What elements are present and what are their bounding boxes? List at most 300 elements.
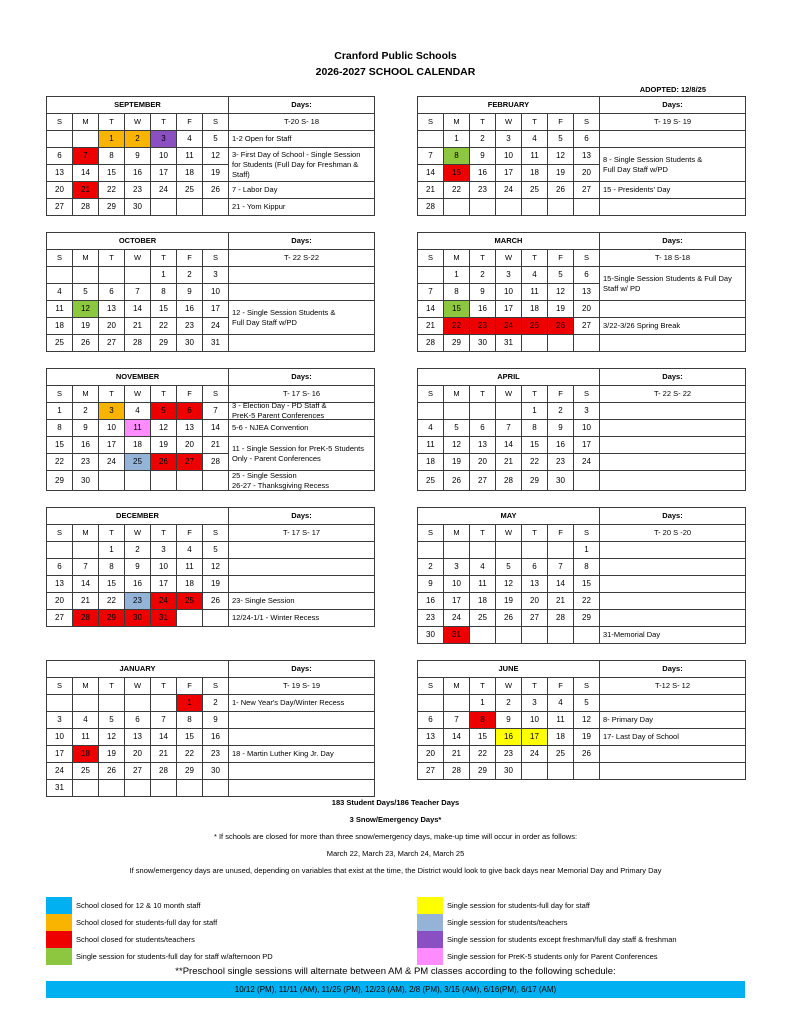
- day-cell: 4: [548, 695, 574, 712]
- day-cell: 14: [203, 420, 229, 437]
- empty-day-cell: [177, 471, 203, 491]
- day-cell: 30: [548, 471, 574, 491]
- legend-swatch: [46, 931, 72, 948]
- days-totals: T- 22 S-22: [229, 250, 375, 267]
- day-cell: 22: [177, 746, 203, 763]
- day-cell: 27: [418, 763, 444, 780]
- day-cell: 7: [548, 559, 574, 576]
- note-cell-empty: [229, 729, 375, 746]
- day-cell: 10: [574, 420, 600, 437]
- day-cell: 26: [203, 182, 229, 199]
- day-cell: 25: [47, 335, 73, 352]
- day-cell: 4: [73, 712, 99, 729]
- weekday-letter: T: [151, 250, 177, 267]
- note-cell-empty: [229, 559, 375, 576]
- weekday-letter: F: [177, 114, 203, 131]
- day-cell: 1: [522, 403, 548, 420]
- weekday-letter: S: [203, 114, 229, 131]
- day-cell: 2: [203, 695, 229, 712]
- day-cell: 24: [151, 593, 177, 610]
- day-cell: 29: [99, 199, 125, 216]
- day-cell: 21: [73, 593, 99, 610]
- day-cell: 6: [470, 420, 496, 437]
- day-cell: 20: [522, 593, 548, 610]
- day-cell: 4: [47, 284, 73, 301]
- day-cell: 5: [99, 712, 125, 729]
- day-cell: 1: [574, 542, 600, 559]
- empty-day-cell: [418, 695, 444, 712]
- empty-day-cell: [418, 542, 444, 559]
- day-cell: 6: [418, 712, 444, 729]
- day-cell: 18: [177, 576, 203, 593]
- day-cell: 12: [203, 559, 229, 576]
- note-cell: [229, 182, 375, 199]
- note-cell: [600, 318, 746, 335]
- day-cell: 30: [125, 199, 151, 216]
- day-cell: 12: [496, 576, 522, 593]
- empty-day-cell: [444, 199, 470, 216]
- days-column-header: Days:: [600, 508, 746, 525]
- day-cell: 13: [574, 284, 600, 301]
- legend-label: Single session for PreK-5 students only for Parent Conferences: [447, 952, 658, 961]
- empty-day-cell: [418, 131, 444, 148]
- day-cell: 19: [99, 746, 125, 763]
- day-cell: 7: [151, 712, 177, 729]
- day-cell: 29: [99, 610, 125, 627]
- empty-day-cell: [73, 780, 99, 797]
- weekday-letter: S: [47, 525, 73, 542]
- day-cell: 23: [125, 593, 151, 610]
- weekday-letter: S: [47, 250, 73, 267]
- note-cell-empty: [600, 454, 746, 471]
- day-cell: 2: [125, 542, 151, 559]
- note-cell: [229, 746, 375, 763]
- day-cell: 22: [470, 746, 496, 763]
- weekday-letter: T: [522, 525, 548, 542]
- day-cell: 25: [470, 610, 496, 627]
- day-cell: 22: [574, 593, 600, 610]
- day-cell: 3: [151, 131, 177, 148]
- note-cell-empty: [229, 763, 375, 780]
- day-cell: 15: [47, 437, 73, 454]
- weekday-letter: T: [522, 250, 548, 267]
- note-cell-empty: [600, 471, 746, 491]
- note-line: 15 - Presidents' Day: [603, 185, 671, 194]
- note-cell-empty: [600, 610, 746, 627]
- day-cell: 30: [177, 335, 203, 352]
- day-cell: 8: [444, 148, 470, 165]
- weekday-letter: W: [496, 525, 522, 542]
- day-cell: 17: [444, 593, 470, 610]
- empty-day-cell: [73, 131, 99, 148]
- weekday-letter: T: [99, 678, 125, 695]
- day-cell: 29: [522, 471, 548, 491]
- days-totals: T- 19 S- 19: [600, 114, 746, 131]
- note-line: 21 - Yom Kippur: [232, 202, 286, 211]
- day-cell: 28: [151, 763, 177, 780]
- weekday-letter: S: [418, 250, 444, 267]
- day-cell: 19: [203, 165, 229, 182]
- note-line: 18 - Martin Luther King Jr. Day: [232, 749, 334, 758]
- weekday-letter: W: [125, 525, 151, 542]
- day-cell: 6: [177, 403, 203, 420]
- empty-day-cell: [47, 542, 73, 559]
- weekday-letter: S: [47, 114, 73, 131]
- day-cell: 11: [73, 729, 99, 746]
- day-cell: 20: [99, 318, 125, 335]
- days-totals: T- 17 S- 16: [229, 386, 375, 403]
- day-cell: 27: [574, 318, 600, 335]
- day-cell: 26: [73, 335, 99, 352]
- day-cell: 5: [444, 420, 470, 437]
- empty-day-cell: [496, 627, 522, 644]
- note-line: 1-2 Open for Staff: [232, 134, 292, 143]
- weekday-letter: S: [574, 678, 600, 695]
- month-name: SEPTEMBER: [47, 97, 229, 114]
- day-cell: 6: [47, 148, 73, 165]
- days-column-header: Days:: [229, 233, 375, 250]
- empty-day-cell: [203, 199, 229, 216]
- day-cell: 8: [151, 284, 177, 301]
- day-cell: 31: [203, 335, 229, 352]
- day-cell: 8: [470, 712, 496, 729]
- snow-days-total: 3 Snow/Emergency Days*: [349, 815, 442, 824]
- day-cell: 13: [99, 301, 125, 318]
- day-cell: 15: [444, 165, 470, 182]
- day-cell: 15: [177, 729, 203, 746]
- day-cell: 25: [177, 593, 203, 610]
- day-cell: 21: [444, 746, 470, 763]
- weekday-letter: T: [151, 114, 177, 131]
- note-cell-empty: [600, 542, 746, 559]
- note-line: 3- First Day of School - Single Session: [232, 149, 361, 159]
- weekday-letter: W: [125, 386, 151, 403]
- day-cell: 6: [47, 559, 73, 576]
- day-cell: 5: [496, 559, 522, 576]
- day-cell: 18: [177, 165, 203, 182]
- weekday-letter: T: [151, 386, 177, 403]
- day-cell: 10: [496, 148, 522, 165]
- note-cell: [229, 471, 375, 491]
- day-cell: 11: [47, 301, 73, 318]
- empty-day-cell: [470, 199, 496, 216]
- day-cell: 19: [203, 576, 229, 593]
- weekday-letter: S: [574, 525, 600, 542]
- weekday-letter: T: [99, 386, 125, 403]
- empty-day-cell: [151, 695, 177, 712]
- day-cell: 9: [418, 576, 444, 593]
- day-cell: 8: [444, 284, 470, 301]
- day-cell: 27: [47, 199, 73, 216]
- day-cell: 13: [522, 576, 548, 593]
- day-cell: 10: [99, 420, 125, 437]
- note-cell: [600, 267, 746, 301]
- note-cell-empty: [600, 301, 746, 318]
- note-line: Full Day Staff w/PD: [603, 164, 668, 174]
- empty-day-cell: [125, 780, 151, 797]
- day-cell: 25: [177, 182, 203, 199]
- month-october: [46, 232, 375, 352]
- legend-swatch: [46, 914, 72, 931]
- day-cell: 6: [522, 559, 548, 576]
- day-cell: 3: [47, 712, 73, 729]
- day-cell: 10: [151, 559, 177, 576]
- note-cell-empty: [600, 763, 746, 780]
- day-cell: 12: [444, 437, 470, 454]
- day-cell: 2: [470, 267, 496, 284]
- days-column-header: Days:: [229, 661, 375, 678]
- days-totals: T- 19 S- 19: [229, 678, 375, 695]
- day-cell: 8: [522, 420, 548, 437]
- day-cell: 13: [418, 729, 444, 746]
- empty-day-cell: [548, 542, 574, 559]
- month-april: [417, 368, 746, 491]
- note-cell: [229, 610, 375, 627]
- empty-day-cell: [73, 542, 99, 559]
- day-cell: 22: [47, 454, 73, 471]
- day-cell: 10: [47, 729, 73, 746]
- empty-day-cell: [47, 695, 73, 712]
- day-cell: 24: [574, 454, 600, 471]
- days-column-header: Days:: [600, 661, 746, 678]
- note-line: 8- Primary Day: [603, 715, 654, 724]
- note-cell-empty: [229, 335, 375, 352]
- note-cell: [229, 593, 375, 610]
- day-cell: 19: [496, 593, 522, 610]
- day-cell: 29: [574, 610, 600, 627]
- weekday-letter: W: [496, 250, 522, 267]
- day-cell: 4: [418, 420, 444, 437]
- day-cell: 4: [177, 542, 203, 559]
- day-cell: 18: [470, 593, 496, 610]
- day-cell: 23: [125, 182, 151, 199]
- empty-day-cell: [125, 695, 151, 712]
- day-cell: 30: [418, 627, 444, 644]
- day-cell: 26: [99, 763, 125, 780]
- day-cell: 3: [203, 267, 229, 284]
- legend-item: [417, 897, 590, 914]
- day-cell: 31: [151, 610, 177, 627]
- day-cell: 21: [73, 182, 99, 199]
- month-december: [46, 507, 375, 627]
- note-cell-empty: [229, 284, 375, 301]
- empty-day-cell: [151, 199, 177, 216]
- day-cell: 18: [548, 729, 574, 746]
- day-cell: 14: [73, 576, 99, 593]
- day-cell: 5: [548, 267, 574, 284]
- day-cell: 2: [548, 403, 574, 420]
- day-cell: 23: [73, 454, 99, 471]
- weekday-letter: S: [203, 525, 229, 542]
- note-cell-empty: [600, 403, 746, 420]
- day-cell: 16: [470, 165, 496, 182]
- month-may: [417, 507, 746, 644]
- empty-day-cell: [470, 403, 496, 420]
- day-cell: 1: [47, 403, 73, 420]
- day-cell: 11: [177, 148, 203, 165]
- day-cell: 19: [548, 165, 574, 182]
- day-cell: 16: [418, 593, 444, 610]
- makeup-dates: March 22, March 23, March 24, March 25: [326, 849, 465, 858]
- month-name: JANUARY: [47, 661, 229, 678]
- day-cell: 8: [177, 712, 203, 729]
- day-cell: 29: [444, 335, 470, 352]
- empty-day-cell: [151, 780, 177, 797]
- note-line: 31-Memorial Day: [603, 630, 661, 639]
- weekday-letter: S: [203, 386, 229, 403]
- days-totals: T-20 S- 18: [229, 114, 375, 131]
- empty-day-cell: [47, 267, 73, 284]
- day-cell: 2: [418, 559, 444, 576]
- day-cell: 22: [99, 593, 125, 610]
- days-column-header: Days:: [229, 369, 375, 386]
- day-cell: 17: [496, 301, 522, 318]
- day-cell: 21: [418, 318, 444, 335]
- day-cell: 7: [203, 403, 229, 420]
- day-cell: 25: [73, 763, 99, 780]
- weekday-letter: F: [548, 386, 574, 403]
- month-november: [46, 368, 375, 491]
- day-cell: 17: [47, 746, 73, 763]
- day-cell: 22: [444, 182, 470, 199]
- legend-item: [46, 931, 195, 948]
- empty-day-cell: [151, 471, 177, 491]
- weekday-letter: F: [548, 250, 574, 267]
- day-cell: 9: [548, 420, 574, 437]
- days-column-header: Days:: [600, 233, 746, 250]
- day-cell: 15: [444, 301, 470, 318]
- makeup-note: * If schools are closed for more than three snow/emergency days, make-up time will occur in order as follows:: [213, 832, 578, 841]
- day-cell: 17: [496, 165, 522, 182]
- day-cell: 12: [151, 420, 177, 437]
- days-totals: T- 18 S-18: [600, 250, 746, 267]
- day-cell: 7: [496, 420, 522, 437]
- day-cell: 9: [496, 712, 522, 729]
- day-cell: 8: [99, 559, 125, 576]
- weekday-letter: M: [73, 114, 99, 131]
- empty-day-cell: [99, 471, 125, 491]
- weekday-letter: W: [125, 678, 151, 695]
- note-line: Full Day Staff w/PD: [232, 317, 297, 327]
- weekday-letter: W: [496, 386, 522, 403]
- day-cell: 9: [125, 559, 151, 576]
- day-cell: 25: [125, 454, 151, 471]
- weekday-letter: T: [151, 525, 177, 542]
- day-cell: 11: [177, 559, 203, 576]
- note-line: 7 - Labor Day: [232, 185, 278, 194]
- note-line: 25 - Single Session: [232, 470, 297, 480]
- note-cell: [229, 420, 375, 437]
- day-cell: 12: [548, 148, 574, 165]
- note-line: 23- Single Session: [232, 596, 295, 605]
- empty-day-cell: [574, 763, 600, 780]
- note-cell: [600, 182, 746, 199]
- empty-day-cell: [574, 199, 600, 216]
- empty-day-cell: [177, 199, 203, 216]
- weekday-letter: M: [444, 525, 470, 542]
- weekday-letter: W: [496, 114, 522, 131]
- day-cell: 7: [418, 148, 444, 165]
- note-line: 5-6 - NJEA Convention: [232, 423, 309, 432]
- weekday-letter: T: [522, 678, 548, 695]
- preschool-note: **Preschool single sessions will alternate between AM & PM classes according to the following schedule:: [175, 966, 616, 977]
- month-name: OCTOBER: [47, 233, 229, 250]
- note-line: PreK-5 Parent Conferences: [232, 411, 325, 420]
- day-cell: 20: [574, 301, 600, 318]
- weekday-letter: T: [470, 250, 496, 267]
- weekday-letter: F: [548, 678, 574, 695]
- empty-day-cell: [522, 199, 548, 216]
- day-cell: 27: [47, 610, 73, 627]
- day-cell: 15: [99, 576, 125, 593]
- day-cell: 10: [151, 148, 177, 165]
- day-cell: 14: [444, 729, 470, 746]
- day-cell: 4: [177, 131, 203, 148]
- weekday-letter: T: [99, 250, 125, 267]
- note-line: 12 - Single Session Students &: [232, 307, 336, 317]
- note-cell: [229, 301, 375, 335]
- note-cell-empty: [600, 335, 746, 352]
- legend-label: Single session for students-full day for staff w/afternoon PD: [76, 952, 273, 961]
- day-cell: 5: [151, 403, 177, 420]
- day-cell: 9: [177, 284, 203, 301]
- day-cell: 28: [418, 335, 444, 352]
- note-line: 1- New Year's Day/Winter Recess: [232, 698, 345, 707]
- legend-label: School closed for 12 & 10 month staff: [76, 901, 201, 910]
- month-january: [46, 660, 375, 797]
- weekday-letter: S: [574, 250, 600, 267]
- day-cell: 25: [522, 318, 548, 335]
- day-cell: 30: [73, 471, 99, 491]
- weekday-letter: T: [470, 525, 496, 542]
- month-february: [417, 96, 746, 216]
- day-cell: 29: [470, 763, 496, 780]
- weekday-letter: S: [203, 678, 229, 695]
- day-cell: 2: [125, 131, 151, 148]
- day-cell: 12: [99, 729, 125, 746]
- legend-swatch: [417, 897, 443, 914]
- weekday-letter: F: [177, 678, 203, 695]
- day-cell: 14: [125, 301, 151, 318]
- day-cell: 6: [574, 267, 600, 284]
- days-column-header: Days:: [600, 369, 746, 386]
- day-cell: 6: [125, 712, 151, 729]
- day-cell: 13: [574, 148, 600, 165]
- empty-day-cell: [522, 763, 548, 780]
- note-cell: [229, 403, 375, 420]
- day-cell: 1: [444, 131, 470, 148]
- weekday-letter: T: [470, 386, 496, 403]
- legend-item: [417, 948, 658, 965]
- empty-day-cell: [548, 199, 574, 216]
- month-june: [417, 660, 746, 780]
- legend-item: [46, 914, 217, 931]
- day-cell: 1: [151, 267, 177, 284]
- note-line: for Students (Full Day for Freshman &: [232, 159, 359, 169]
- empty-day-cell: [73, 267, 99, 284]
- day-cell: 11: [548, 712, 574, 729]
- day-cell: 14: [418, 165, 444, 182]
- note-line: Staff): [232, 169, 250, 179]
- weekday-letter: M: [73, 678, 99, 695]
- day-cell: 16: [548, 437, 574, 454]
- days-column-header: Days:: [600, 97, 746, 114]
- day-cell: 27: [470, 471, 496, 491]
- weekday-letter: S: [574, 114, 600, 131]
- day-cell: 5: [574, 695, 600, 712]
- weekday-letter: S: [574, 386, 600, 403]
- day-cell: 16: [203, 729, 229, 746]
